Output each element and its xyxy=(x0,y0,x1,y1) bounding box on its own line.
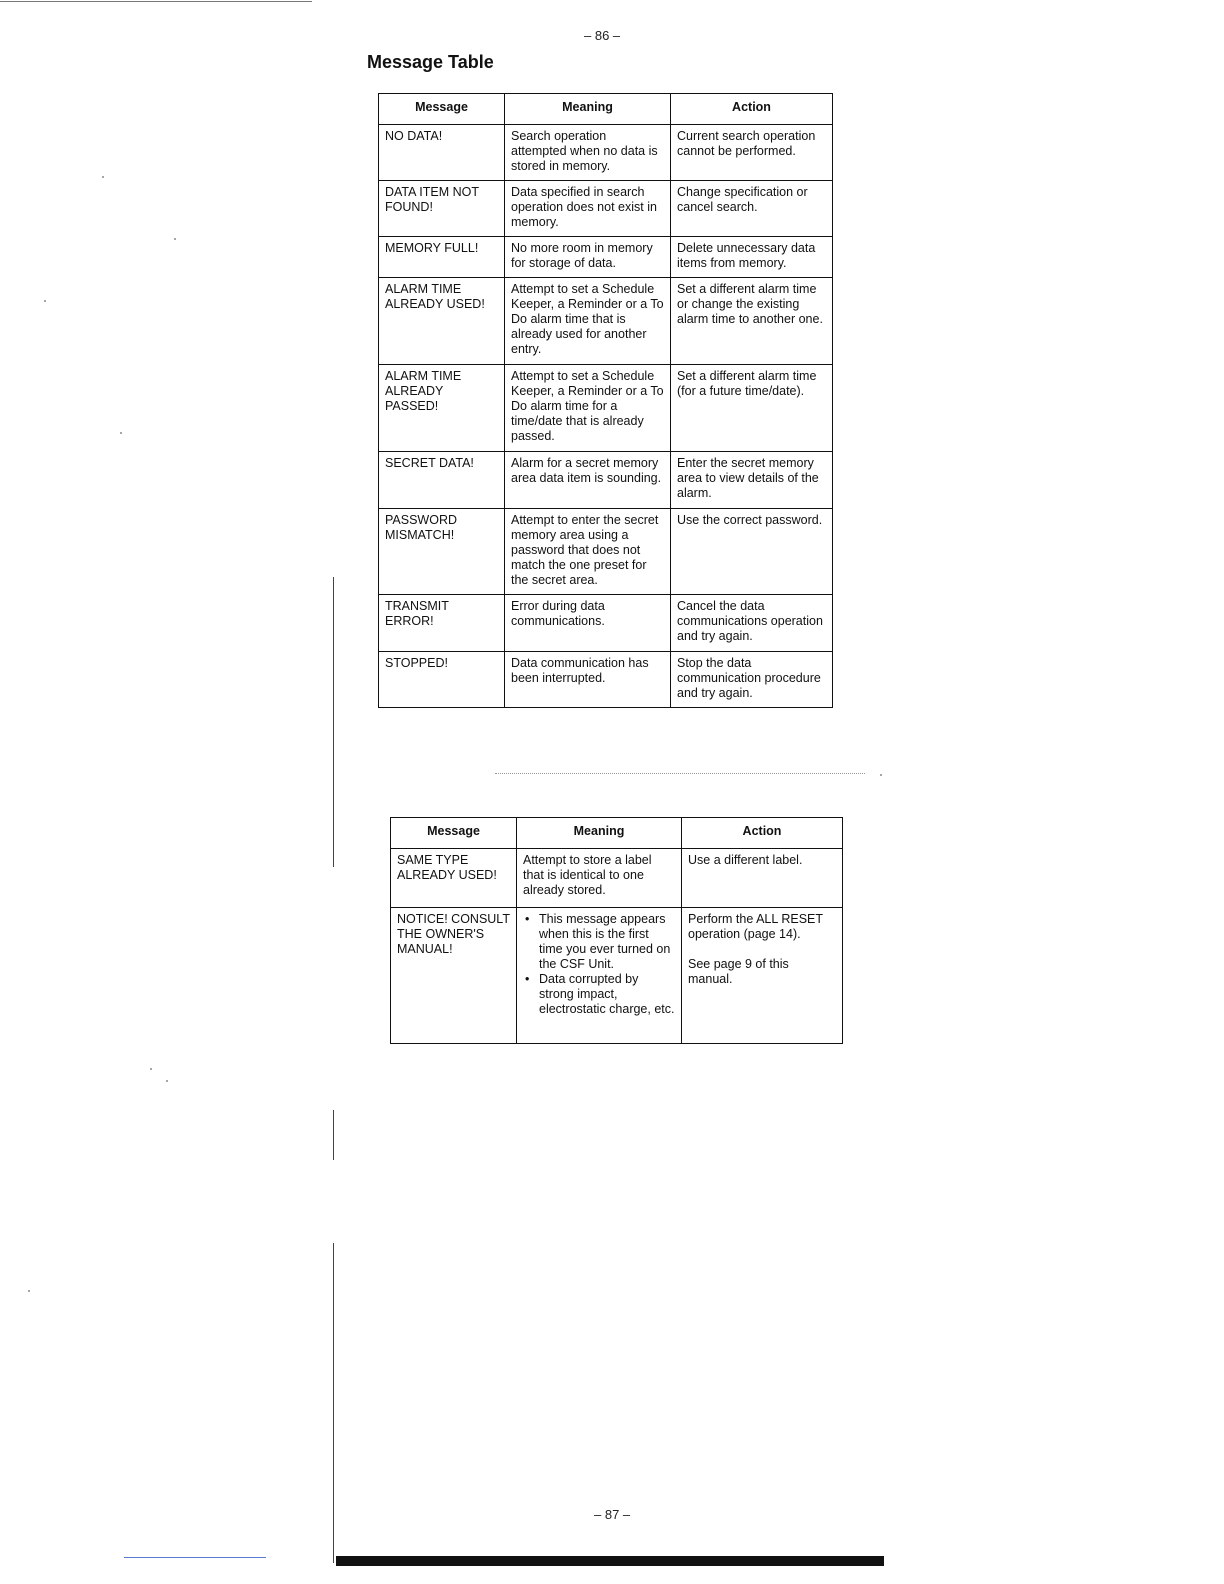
scan-margin-line-3 xyxy=(333,1243,334,1563)
table-row xyxy=(391,849,843,908)
column-header-meaning: Meaning xyxy=(517,818,682,849)
message-cell: TRANSMIT ERROR! xyxy=(379,595,505,652)
action-cell: Stop the data communication procedure and try again. xyxy=(671,652,833,708)
scan-edge-line-top xyxy=(0,1,312,2)
scan-speck xyxy=(150,1068,152,1070)
scan-speck xyxy=(880,774,882,776)
column-header-meaning: Meaning xyxy=(505,94,671,125)
meaning-cell: No more room in memory for storage of data. xyxy=(505,237,671,278)
table-row xyxy=(379,278,833,365)
message-cell: MEMORY FULL! xyxy=(379,237,505,278)
meaning-cell: Data specified in search operation does not exist in memory. xyxy=(505,181,671,237)
message-cell: DATA ITEM NOT FOUND! xyxy=(379,181,505,237)
table-row xyxy=(379,125,833,181)
message-cell: NOTICE! CONSULT THE OWNER'S MANUAL! xyxy=(391,908,517,1044)
column-header-message: Message xyxy=(391,818,517,849)
message-cell: SECRET DATA! xyxy=(379,452,505,509)
list-item: • This message appears when this is the first time you ever turned on the CSF Unit. xyxy=(523,912,675,972)
table-row xyxy=(379,181,833,237)
table-header-row xyxy=(391,818,843,849)
scan-dotted-separator xyxy=(495,773,865,774)
action-cell: Use a different label. xyxy=(682,849,843,908)
meaning-cell: Error during data communications. xyxy=(505,595,671,652)
action-cell xyxy=(682,908,843,1044)
column-header-action: Action xyxy=(682,818,843,849)
message-cell: STOPPED! xyxy=(379,652,505,708)
message-cell: NO DATA! xyxy=(379,125,505,181)
scan-margin-line-1 xyxy=(333,577,334,867)
table-row xyxy=(379,652,833,708)
column-header-message: Message xyxy=(379,94,505,125)
scan-speck xyxy=(28,1290,30,1292)
action-cell: Use the correct password. xyxy=(671,509,833,595)
page-number-bottom: – 87 – xyxy=(594,1507,631,1522)
meaning-bullet-list xyxy=(523,912,675,1017)
message-cell: SAME TYPE ALREADY USED! xyxy=(391,849,517,908)
scan-speck xyxy=(102,176,104,178)
list-item: • Data corrupted by strong impact, electrostatic charge, etc. xyxy=(523,972,675,1017)
message-table-continued xyxy=(390,817,843,1044)
scan-margin-line-2 xyxy=(333,1110,334,1160)
message-table xyxy=(378,93,833,708)
table-header-row xyxy=(379,94,833,125)
page-title: Message Table xyxy=(367,52,494,72)
table-row xyxy=(391,908,843,1044)
table-row xyxy=(379,452,833,509)
action-cell: Cancel the data communications operation and try again. xyxy=(671,595,833,652)
table-row xyxy=(379,595,833,652)
page-number-top: – 86 – xyxy=(584,28,621,43)
meaning-cell: Attempt to set a Schedule Keeper, a Reminder or a To Do alarm time for a time/date that is already passed. xyxy=(505,365,671,452)
meaning-cell: Attempt to enter the secret memory area using a password that does not match the one preset for the secret area. xyxy=(505,509,671,595)
message-cell: ALARM TIME ALREADY PASSED! xyxy=(379,365,505,452)
message-cell: PASSWORD MISMATCH! xyxy=(379,509,505,595)
scan-bottom-bar xyxy=(336,1556,884,1566)
meaning-cell: Data communication has been interrupted. xyxy=(505,652,671,708)
scan-speck xyxy=(166,1080,168,1082)
action-text: See page 9 of this manual. xyxy=(688,957,789,986)
action-cell: Change specification or cancel search. xyxy=(671,181,833,237)
meaning-cell: Attempt to set a Schedule Keeper, a Reminder or a To Do alarm time that is already used for another entry. xyxy=(505,278,671,365)
scan-speck xyxy=(44,300,46,302)
action-cell: Delete unnecessary data items from memory. xyxy=(671,237,833,278)
scan-speck xyxy=(120,432,122,434)
table-row xyxy=(379,237,833,278)
scan-speck xyxy=(174,238,176,240)
meaning-cell: Attempt to store a label that is identical to one already stored. xyxy=(517,849,682,908)
action-cell: Current search operation cannot be performed. xyxy=(671,125,833,181)
action-cell: Set a different alarm time (for a future time/date). xyxy=(671,365,833,452)
scan-blue-line xyxy=(124,1557,266,1558)
meaning-cell xyxy=(517,908,682,1044)
table-row xyxy=(379,509,833,595)
column-header-action: Action xyxy=(671,94,833,125)
message-cell: ALARM TIME ALREADY USED! xyxy=(379,278,505,365)
meaning-cell: Alarm for a secret memory area data item is sounding. xyxy=(505,452,671,509)
action-cell: Set a different alarm time or change the existing alarm time to another one. xyxy=(671,278,833,365)
action-cell: Enter the secret memory area to view details of the alarm. xyxy=(671,452,833,509)
meaning-cell: Search operation attempted when no data is stored in memory. xyxy=(505,125,671,181)
action-text: Perform the ALL RESET operation (page 14). xyxy=(688,912,823,941)
table-row xyxy=(379,365,833,452)
